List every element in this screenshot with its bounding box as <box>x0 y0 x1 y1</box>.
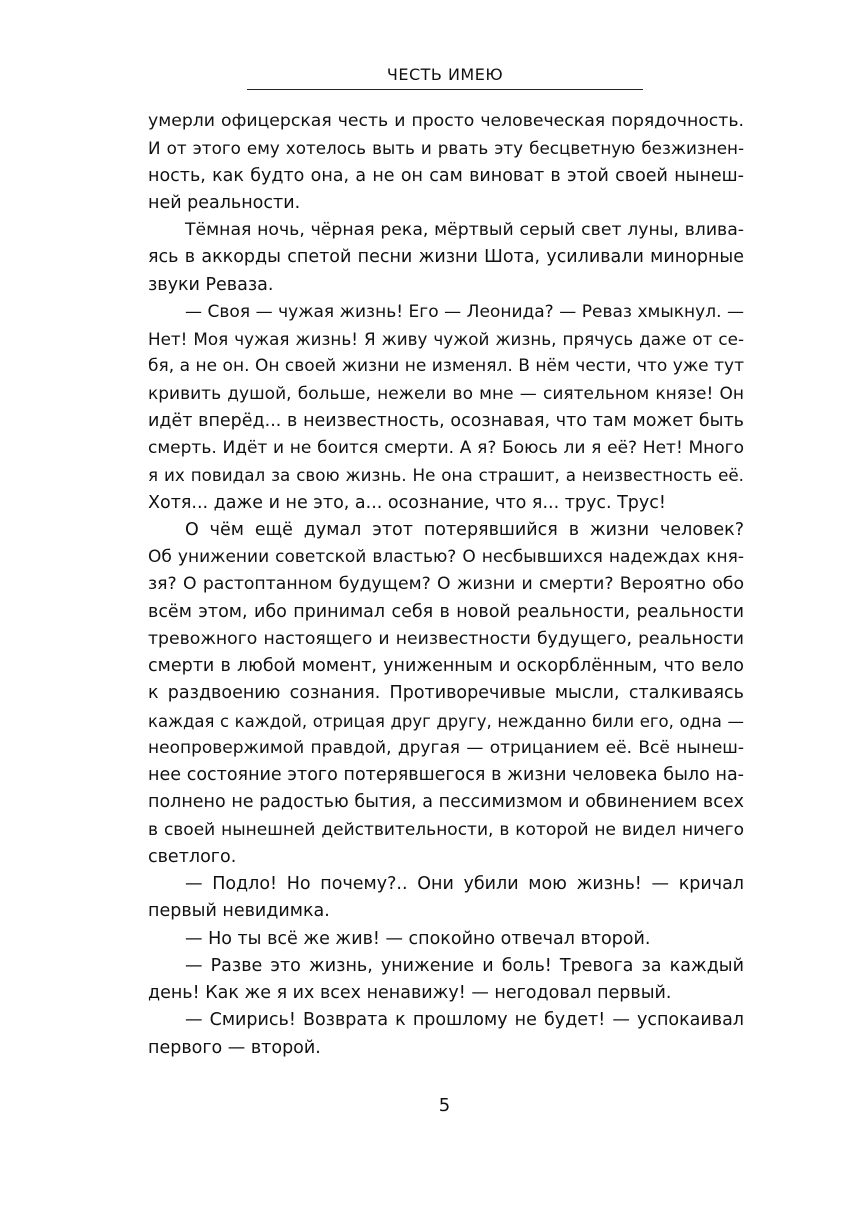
text-line: — Но ты всё же жив! — спокойно отвечал второй. <box>185 928 651 949</box>
text-line: звуки Реваза. <box>148 274 274 295</box>
running-head-title: ЧЕСТЬ ИМЕЮ <box>386 65 504 84</box>
body-text <box>148 108 744 1062</box>
text-line: ней реальности. <box>148 192 301 213</box>
text-line: всём этом, ибо принимал себя в новой реальности, реальности <box>148 601 744 622</box>
text-line: в своей нынешней действительности, в которой не видел ничего <box>148 819 744 840</box>
text-line: смерти в любой момент, униженным и оскорблённым, что вело <box>148 656 744 676</box>
text-line: — Разве это жизнь, унижение и боль! Тревога за каждый <box>185 955 744 976</box>
text-line: полнено не радостью бытия, а пессимизмом и обвинением всех <box>148 792 744 813</box>
text-line: ность, как будто она, а не он сам виноват в этой своей нынеш- <box>148 165 744 186</box>
text-line: — Подло! Но почему?.. Они убили мою жизнь! — кричал <box>185 874 744 894</box>
text-line: зя? О растоптанном будущем? О жизни и смерти? Вероятно обо <box>148 574 744 595</box>
text-line: светлого. <box>148 846 237 867</box>
text-line: ясь в аккорды спетой песни жизни Шота, усиливали минорные <box>148 247 744 268</box>
text-line: Хотя... даже и не это, а... осознание, что я... трус. Трус! <box>148 492 666 513</box>
header-rule <box>247 89 643 90</box>
text-line: Нет! Моя чужая жизнь! Я живу чужой жизнь, прячусь даже от се- <box>148 329 744 349</box>
text-line: умерли офицерская честь и просто человеческая порядочность. <box>148 111 744 131</box>
text-line: — Своя — чужая жизнь! Его — Леонида? — Реваз хмыкнул. — <box>185 301 744 322</box>
text-line: Тёмная ночь, чёрная река, мёртвый серый свет луны, влива- <box>185 220 744 240</box>
text-line: — Смирись! Возврата к прошлому не будет! — успокаивал <box>185 1010 744 1031</box>
text-line: И от этого ему хотелось выть и рвать эту бесцветную безжизнен- <box>148 138 744 159</box>
text-line: кривить душой, больше, нежели во мне — сиятельном князе! Он <box>148 383 744 404</box>
text-line: бя, а не он. Он своей жизни не изменял. В нём чести, что уже тут <box>148 356 744 377</box>
text-line: Об унижении советской властью? О несбывшихся надеждах кня- <box>148 547 744 567</box>
text-line: первого — второй. <box>148 1037 321 1058</box>
text-line: нее состояние этого потерявшегося в жизни человека было на- <box>148 765 744 785</box>
text-line: день! Как же я их всех ненавижу! — негодовал первый. <box>148 983 672 1003</box>
text-line: первый невидимка. <box>148 901 330 922</box>
text-line: смерть. Идёт и не боится смерти. А я? Боюсь ли я её? Нет! Много <box>148 438 744 458</box>
text-line: неопровержимой правдой, другая — отрицанием её. Всё нынеш- <box>148 737 744 758</box>
text-line: к раздвоению сознания. Противоречивые мысли, сталкиваясь <box>148 683 744 704</box>
text-line: идёт вперёд... в неизвестность, осознавая, что там может быть <box>148 410 744 431</box>
page-number: 5 <box>438 1095 451 1116</box>
text-line: О чём ещё думал этот потерявшийся в жизни человек? <box>185 519 744 540</box>
text-line: я их повидал за свою жизнь. Не она страшит, а неизвестность её. <box>148 465 744 486</box>
text-line: тревожного настоящего и неизвестности будущего, реальности <box>148 628 744 649</box>
text-line: каждая с каждой, отрицая друг другу, нежданно били его, одна — <box>148 711 744 731</box>
